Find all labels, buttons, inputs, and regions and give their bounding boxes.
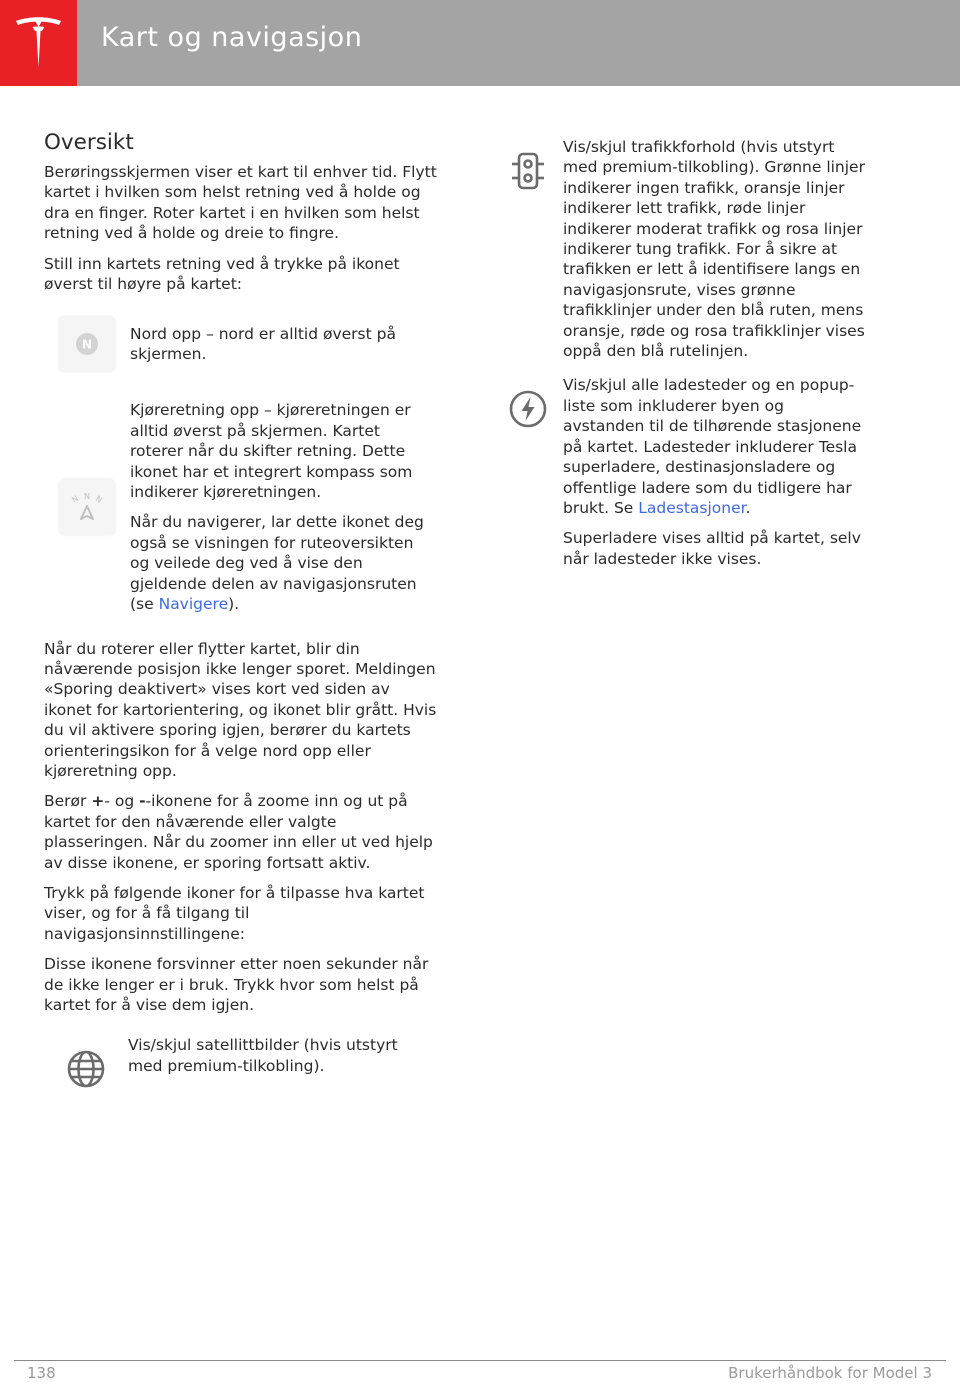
north-up-text: Nord opp – nord er alltid øverst på skjermen.: [130, 325, 396, 364]
zoom-paragraph: Berør +- og --ikonene for å zoome inn og ut på kartet for den nåværende eller valgte plasseringen. Når du zoomer inn eller ut ved hjelp av disse ikonene, er sporing fortsatt aktiv.: [44, 792, 433, 872]
plus-symbol: +: [91, 792, 105, 811]
traffic-row: [492, 137, 872, 361]
intro-paragraph: Berøringsskjermen viser et kart til enhver tid. Flytt kartet i hvilken som helst retning ved å holde og dra en finger. Roter kartet i en hvilken som helst retning ved å holde og dreie to fingre.: [44, 163, 437, 243]
brand-logo-box: [0, 0, 77, 86]
north-up-row: [44, 316, 438, 372]
left-column: [44, 130, 438, 1089]
customize-paragraph: Trykk på følgende ikoner for å tilpasse hva kartet viser, og for å få tilgang til navigasjonsinnstillingene:: [44, 883, 425, 943]
globe-icon: [66, 1049, 106, 1089]
heading-up-description: Kjøreretning opp – kjøreretningen er alltid øverst på skjermen. Kartet roterer når du skifter retning. Dette ikonet har et integrert kompass som indikerer kjøreretningen.: [130, 401, 413, 502]
heading-up-text: [130, 400, 430, 614]
svg-text:N: N: [81, 337, 93, 352]
footer-divider: [14, 1360, 946, 1361]
svg-text:N: N: [84, 492, 90, 502]
heading-up-compass-icon: [59, 479, 115, 535]
lightning-bolt-icon: [508, 389, 548, 429]
disappear-paragraph: Disse ikonene forsvinner etter noen sekunder når de ikke lenger er i bruk. Trykk hvor som helst på kartet for å vise dem igjen.: [44, 955, 429, 1014]
north-up-icon: [59, 316, 115, 372]
satellite-row: [44, 1035, 438, 1089]
supercharger-note: Superladere vises alltid på kartet, selv når ladesteder ikke vises.: [563, 529, 861, 568]
minus-symbol: -: [139, 792, 146, 811]
svg-text:N: N: [70, 494, 81, 506]
heading-up-navigation-note: Når du navigerer, lar dette ikonet deg også se visningen for ruteoversikten og veilede deg ved å vise den gjeldende delen av navigasjonsruten (se Navigere).: [130, 513, 424, 614]
right-column: [492, 137, 872, 569]
section-heading: Oversikt: [44, 130, 134, 155]
charging-row: [492, 375, 872, 569]
footer-title: Brukerhåndbok for Model 3: [728, 1364, 932, 1382]
svg-text:N: N: [93, 494, 104, 506]
tracking-paragraph: Når du roterer eller flytter kartet, blir din nåværende posisjon ikke lenger sporet. Meldingen «Sporing deaktivert» vises kort ved siden av ikonet for kartorientering, og ikonet blir grått. Hvis du vil aktivere sporing igjen, berører du kartets orienteringsikon for å velge nord opp eller kjøreretning opp.: [44, 639, 437, 780]
charging-text: [563, 375, 868, 569]
traffic-light-icon: [508, 151, 548, 191]
page-header: [0, 0, 960, 86]
ladestasjoner-link[interactable]: Ladestasjoner: [638, 498, 746, 517]
heading-up-row: [44, 400, 438, 614]
satellite-text: Vis/skjul satellittbilder (hvis utstyrt med premium-tilkobling).: [128, 1036, 398, 1075]
page-number: 138: [27, 1364, 56, 1382]
tesla-logo-icon: [13, 16, 64, 70]
charging-description: Vis/skjul alle ladesteder og en popup-liste som inkluderer byen og avstanden til de tilhørende stasjonene på kartet. Ladesteder inkluderer Tesla superladere, destinasjonsladere og offentlige ladere som du tidligere har brukt. Se Ladestasjoner.: [563, 376, 862, 517]
orientation-paragraph: Still inn kartets retning ved å trykke på ikonet øverst til høyre på kartet:: [44, 254, 400, 294]
page-title: Kart og navigasjon: [101, 22, 363, 53]
navigere-link[interactable]: Navigere: [158, 595, 229, 614]
traffic-text: Vis/skjul trafikkforhold (hvis utstyrt med premium-tilkobling). Grønne linjer indikerer ingen trafikk, oransje linjer indikerer lett trafikk, røde linjer indikerer moderat trafikk og rosa linjer indikerer tung trafikk. For å sikre at trafikken er lett å identifisere langs en navigasjonsrute, vises grønne trafikklinjer under den blå ruten, mens oransje, røde og rosa trafikklinjer vises oppå den blå rutelinjen.: [563, 138, 865, 361]
